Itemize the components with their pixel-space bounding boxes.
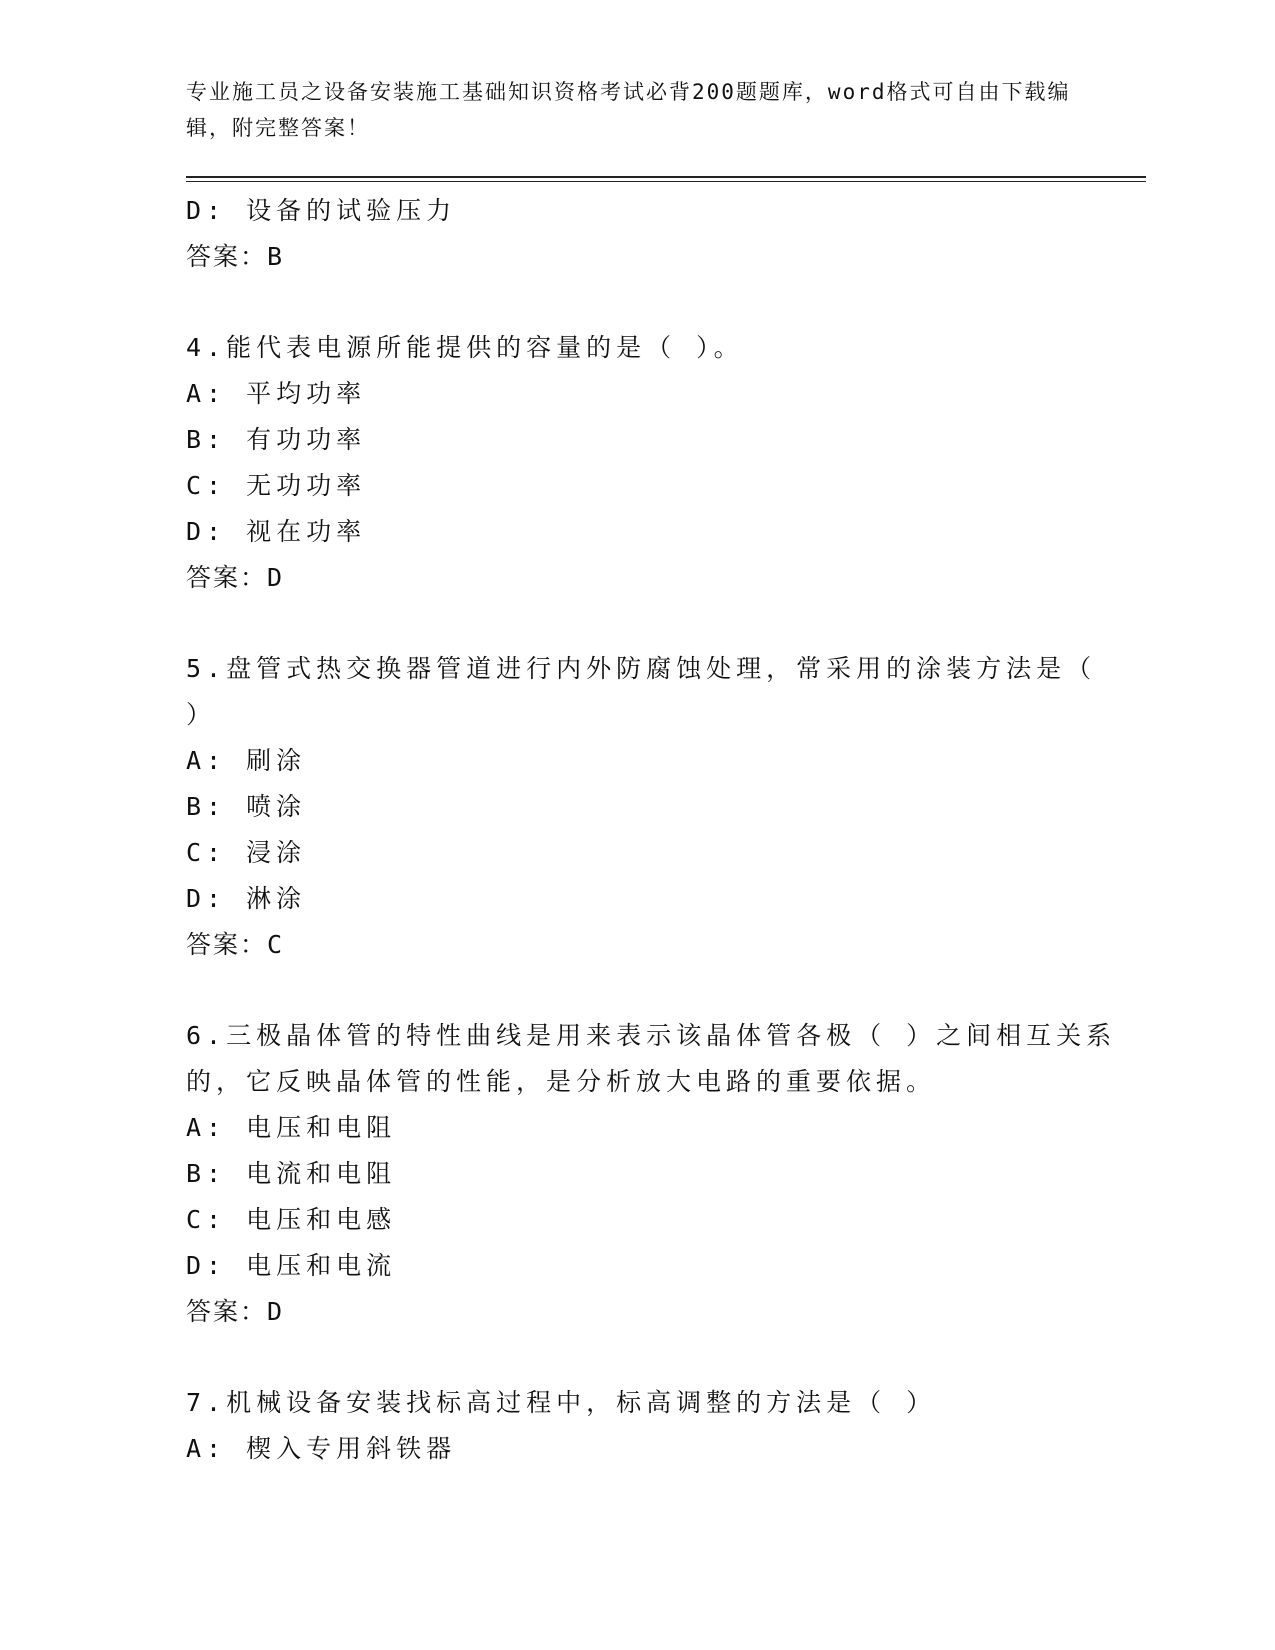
option-b: B: 有功功率 [186,425,367,454]
document-header: 专业施工员之设备安装施工基础知识资格考试必背200题题库，word格式可自由下载编辑，附完整答案！ [186,80,1071,140]
option-a: A: 楔入专用斜铁器 [186,1434,457,1463]
option-d: D: 淋涂 [186,884,307,913]
option-a: A: 平均功率 [186,379,367,408]
question-stem-line1: 6.三极晶体管的特性曲线是用来表示该晶体管各极（ ）之间相互关系 [186,1021,1117,1050]
question-stem-line2: ） [186,700,217,729]
option-a: A: 电压和电阻 [186,1113,397,1142]
option-c: C: 电压和电感 [186,1205,397,1234]
question-7 [186,1380,1086,1472]
question-list [186,188,1117,1472]
answer: 答案：C [186,930,285,959]
option-d: D: 电压和电流 [186,1251,397,1280]
answer: 答案：D [186,563,285,592]
option-c: C: 无功功率 [186,471,367,500]
option-d: D: 设备的试验压力 [186,196,457,225]
option-a: A: 刷涂 [186,746,307,775]
option-b: B: 电流和电阻 [186,1159,397,1188]
question-5 [186,646,1097,968]
option-c: C: 浸涂 [186,838,307,867]
question-stem: 4.能代表电源所能提供的容量的是（ ）。 [186,333,744,362]
header-divider-thin [186,181,1146,182]
header-divider-thick [186,176,1146,178]
option-d: D: 视在功率 [186,517,367,546]
question-6 [186,1013,1117,1335]
question-4 [186,325,1086,601]
question-fragment [186,188,1086,280]
question-stem: 7.机械设备安装找标高过程中，标高调整的方法是（ ） [186,1388,937,1417]
question-stem-line1: 5.盘管式热交换器管道进行内外防腐蚀处理，常采用的涂装方法是（ [186,654,1097,683]
question-stem-line2: 的，它反映晶体管的性能，是分析放大电路的重要依据。 [186,1067,937,1096]
answer: 答案：B [186,242,285,271]
option-b: B: 喷涂 [186,792,307,821]
answer: 答案：D [186,1297,285,1326]
